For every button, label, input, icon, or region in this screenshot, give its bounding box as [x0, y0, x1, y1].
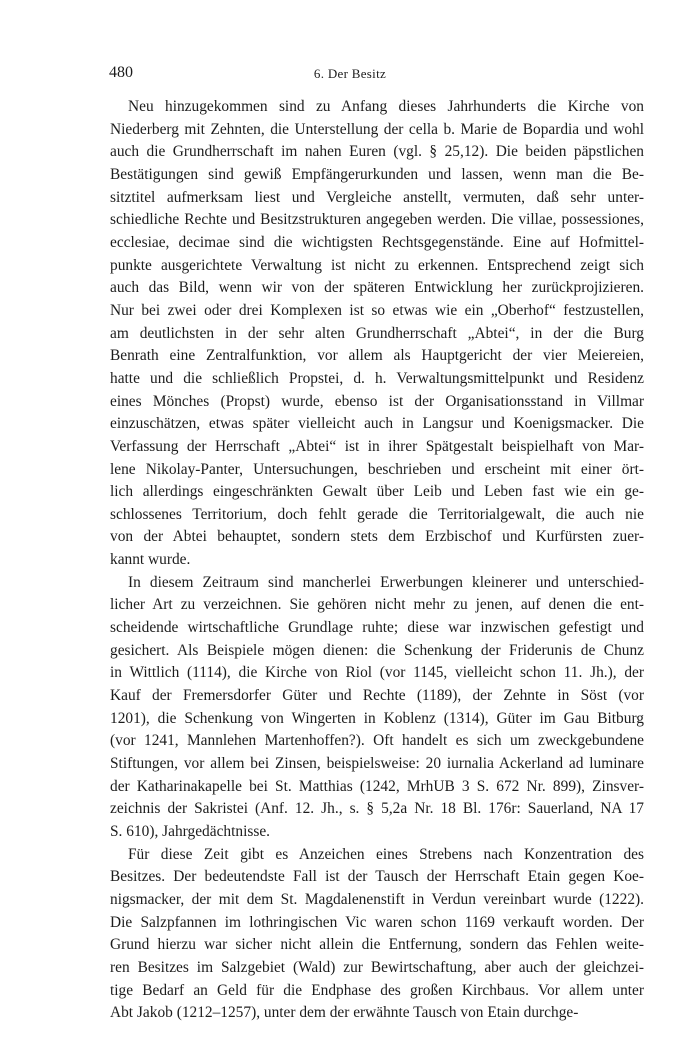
text-line: von der Abtei behauptet, sondern stets dem Erzbischof und Kurfürsten zuer-: [110, 528, 644, 546]
text-line: 1201), die Schenkung von Wingerten in Koblenz (1314), Güter im Gau Bitburg: [110, 709, 644, 727]
text-line: Grund hierzu war sicher nicht allein die Entfernung, sondern das Fehlen weite-: [110, 936, 644, 954]
text-line: auch die Grundherrschaft im nahen Euren (vgl. § 25,12). Die beiden päpstlichen: [110, 143, 644, 161]
text-line: in Wittlich (1114), die Kirche von Riol (vor 1145, vielleicht schon 11. Jh.), der: [110, 664, 644, 682]
text-line: Kauf der Fremersdorfer Güter und Rechte (1189), der Zehnte in Söst (vor: [110, 687, 644, 705]
text-line: einzuschätzen, etwas später vielleicht auch in Langsur und Koenigsmacker. Die: [110, 415, 644, 433]
page-number: 480: [109, 64, 133, 81]
text-line: Nur bei zwei oder drei Komplexen ist so etwas wie ein „Oberhof“ festzustellen,: [110, 301, 644, 319]
text-line: Benrath eine Zentralfunktion, vor allem als Hauptgericht der vier Meiereien,: [110, 347, 644, 365]
text-line: Abt Jakob (1212–1257), unter dem der erwähnte Tausch von Etain durchge-: [110, 1004, 579, 1022]
text-line: licher Art zu verzeichnen. Sie gehören nicht mehr zu jenen, auf denen die ent-: [110, 596, 644, 614]
text-line: Verfassung der Herrschaft „Abtei“ ist in ihrer Spätgestalt beispielhaft von Mar-: [110, 437, 644, 455]
text-line: ecclesiae, decimae sind die wichtigsten Rechtsgegenstände. Eine auf Hofmittel-: [110, 233, 644, 251]
text-line: Die Salzpfannen im lothringischen Vic waren schon 1169 verkauft worden. Der: [110, 913, 644, 931]
text-line: nigsmacker, der mit dem St. Magdalenenstift in Verdun vereinbart wurde (1222).: [110, 890, 644, 908]
paragraph: [110, 844, 644, 1025]
text-line: sitztitel aufmerksam liest und Vergleiche anstellt, vermuten, daß sehr unter-: [110, 188, 644, 206]
text-line: Besitzes. Der bedeutendste Fall ist der Tausch der Herrschaft Etain gegen Koe-: [110, 868, 644, 886]
text-line: eines Mönches (Propst) wurde, ebenso ist der Organisationsstand in Villmar: [110, 392, 644, 410]
text-line: In diesem Zeitraum sind mancherlei Erwerbungen kleinerer und unterschied-: [128, 573, 644, 591]
text-line: auch das Bild, wenn wir von der späteren Entwicklung her zurückprojizieren.: [110, 279, 644, 297]
text-line: Neu hinzugekommen sind zu Anfang dieses Jahrhunderts die Kirche von: [128, 98, 644, 115]
text-line: gesichert. Als Beispiele mögen dienen: die Schenkung der Friderunis de Chunz: [110, 641, 644, 659]
text-line: S. 610), Jahrgedächtnisse.: [110, 823, 271, 840]
text-line: kannt wurde.: [110, 551, 191, 569]
text-line: Für diese Zeit gibt es Anzeichen eines Strebens nach Konzentration des: [128, 845, 644, 863]
text-line: Niederberg mit Zehnten, die Unterstellung der cella b. Marie de Bopardia und wohl: [110, 120, 644, 138]
text-line: tige Bedarf an Geld für die Endphase des großen Kirchbaus. Vor allem unter: [110, 981, 644, 999]
paragraph: [110, 572, 644, 844]
text-line: der Katharinakapelle bei St. Matthias (1242, MrhUB 3 S. 672 Nr. 899), Zinsver-: [110, 777, 644, 795]
text-line: hatte und die schließlich Propstei, d. h. Verwaltungsmittelpunkt und Residenz: [110, 369, 644, 387]
running-head: 6. Der Besitz: [313, 66, 387, 81]
text-line: Stiftungen, vor allem bei Zinsen, beispielsweise: 20 iurnalia Ackerland ad luminare: [110, 755, 644, 773]
text-line: ren Besitzes im Salzgebiet (Wald) zur Bewirtschaftung, aber auch der gleichzei-: [110, 958, 644, 976]
text-line: zeichnis der Sakristei (Anf. 12. Jh., s. § 5,2a Nr. 18 Bl. 176r: Sauerland, NA 17: [110, 800, 644, 818]
paragraph: [110, 96, 644, 572]
text-line: Bestätigungen sind gewiß Empfängerurkunden und lassen, wenn man die Be-: [110, 165, 644, 183]
text-line: schiedliche Rechte und Besitzstrukturen angegeben werden. Die villae, possessiones,: [110, 211, 644, 229]
text-line: lich allerdings eingeschränkten Gewalt über Leib und Leben fast wie ein ge-: [110, 483, 644, 501]
text-line: (vor 1241, Mannlehen Martenhoffen?). Oft handelt es sich um zweckgebundene: [110, 732, 644, 750]
text-line: punkte ausgerichtete Verwaltung ist nicht zu erkennen. Entsprechend zeigt sich: [110, 256, 644, 274]
text-line: scheidende wirtschaftliche Grundlage ruhte; diese war inzwischen gefestigt und: [110, 619, 644, 637]
text-line: schlossenes Territorium, doch fehlt gerade die Territorialgewalt, die auch nie: [110, 505, 644, 523]
text-line: am deutlichsten in der sehr alten Grundherrschaft „Abtei“, in der die Burg: [110, 324, 644, 342]
body-text: [110, 96, 644, 1025]
text-line: lene Nikolay-Panter, Untersuchungen, beschrieben und erscheint mit einer ört-: [110, 460, 644, 478]
